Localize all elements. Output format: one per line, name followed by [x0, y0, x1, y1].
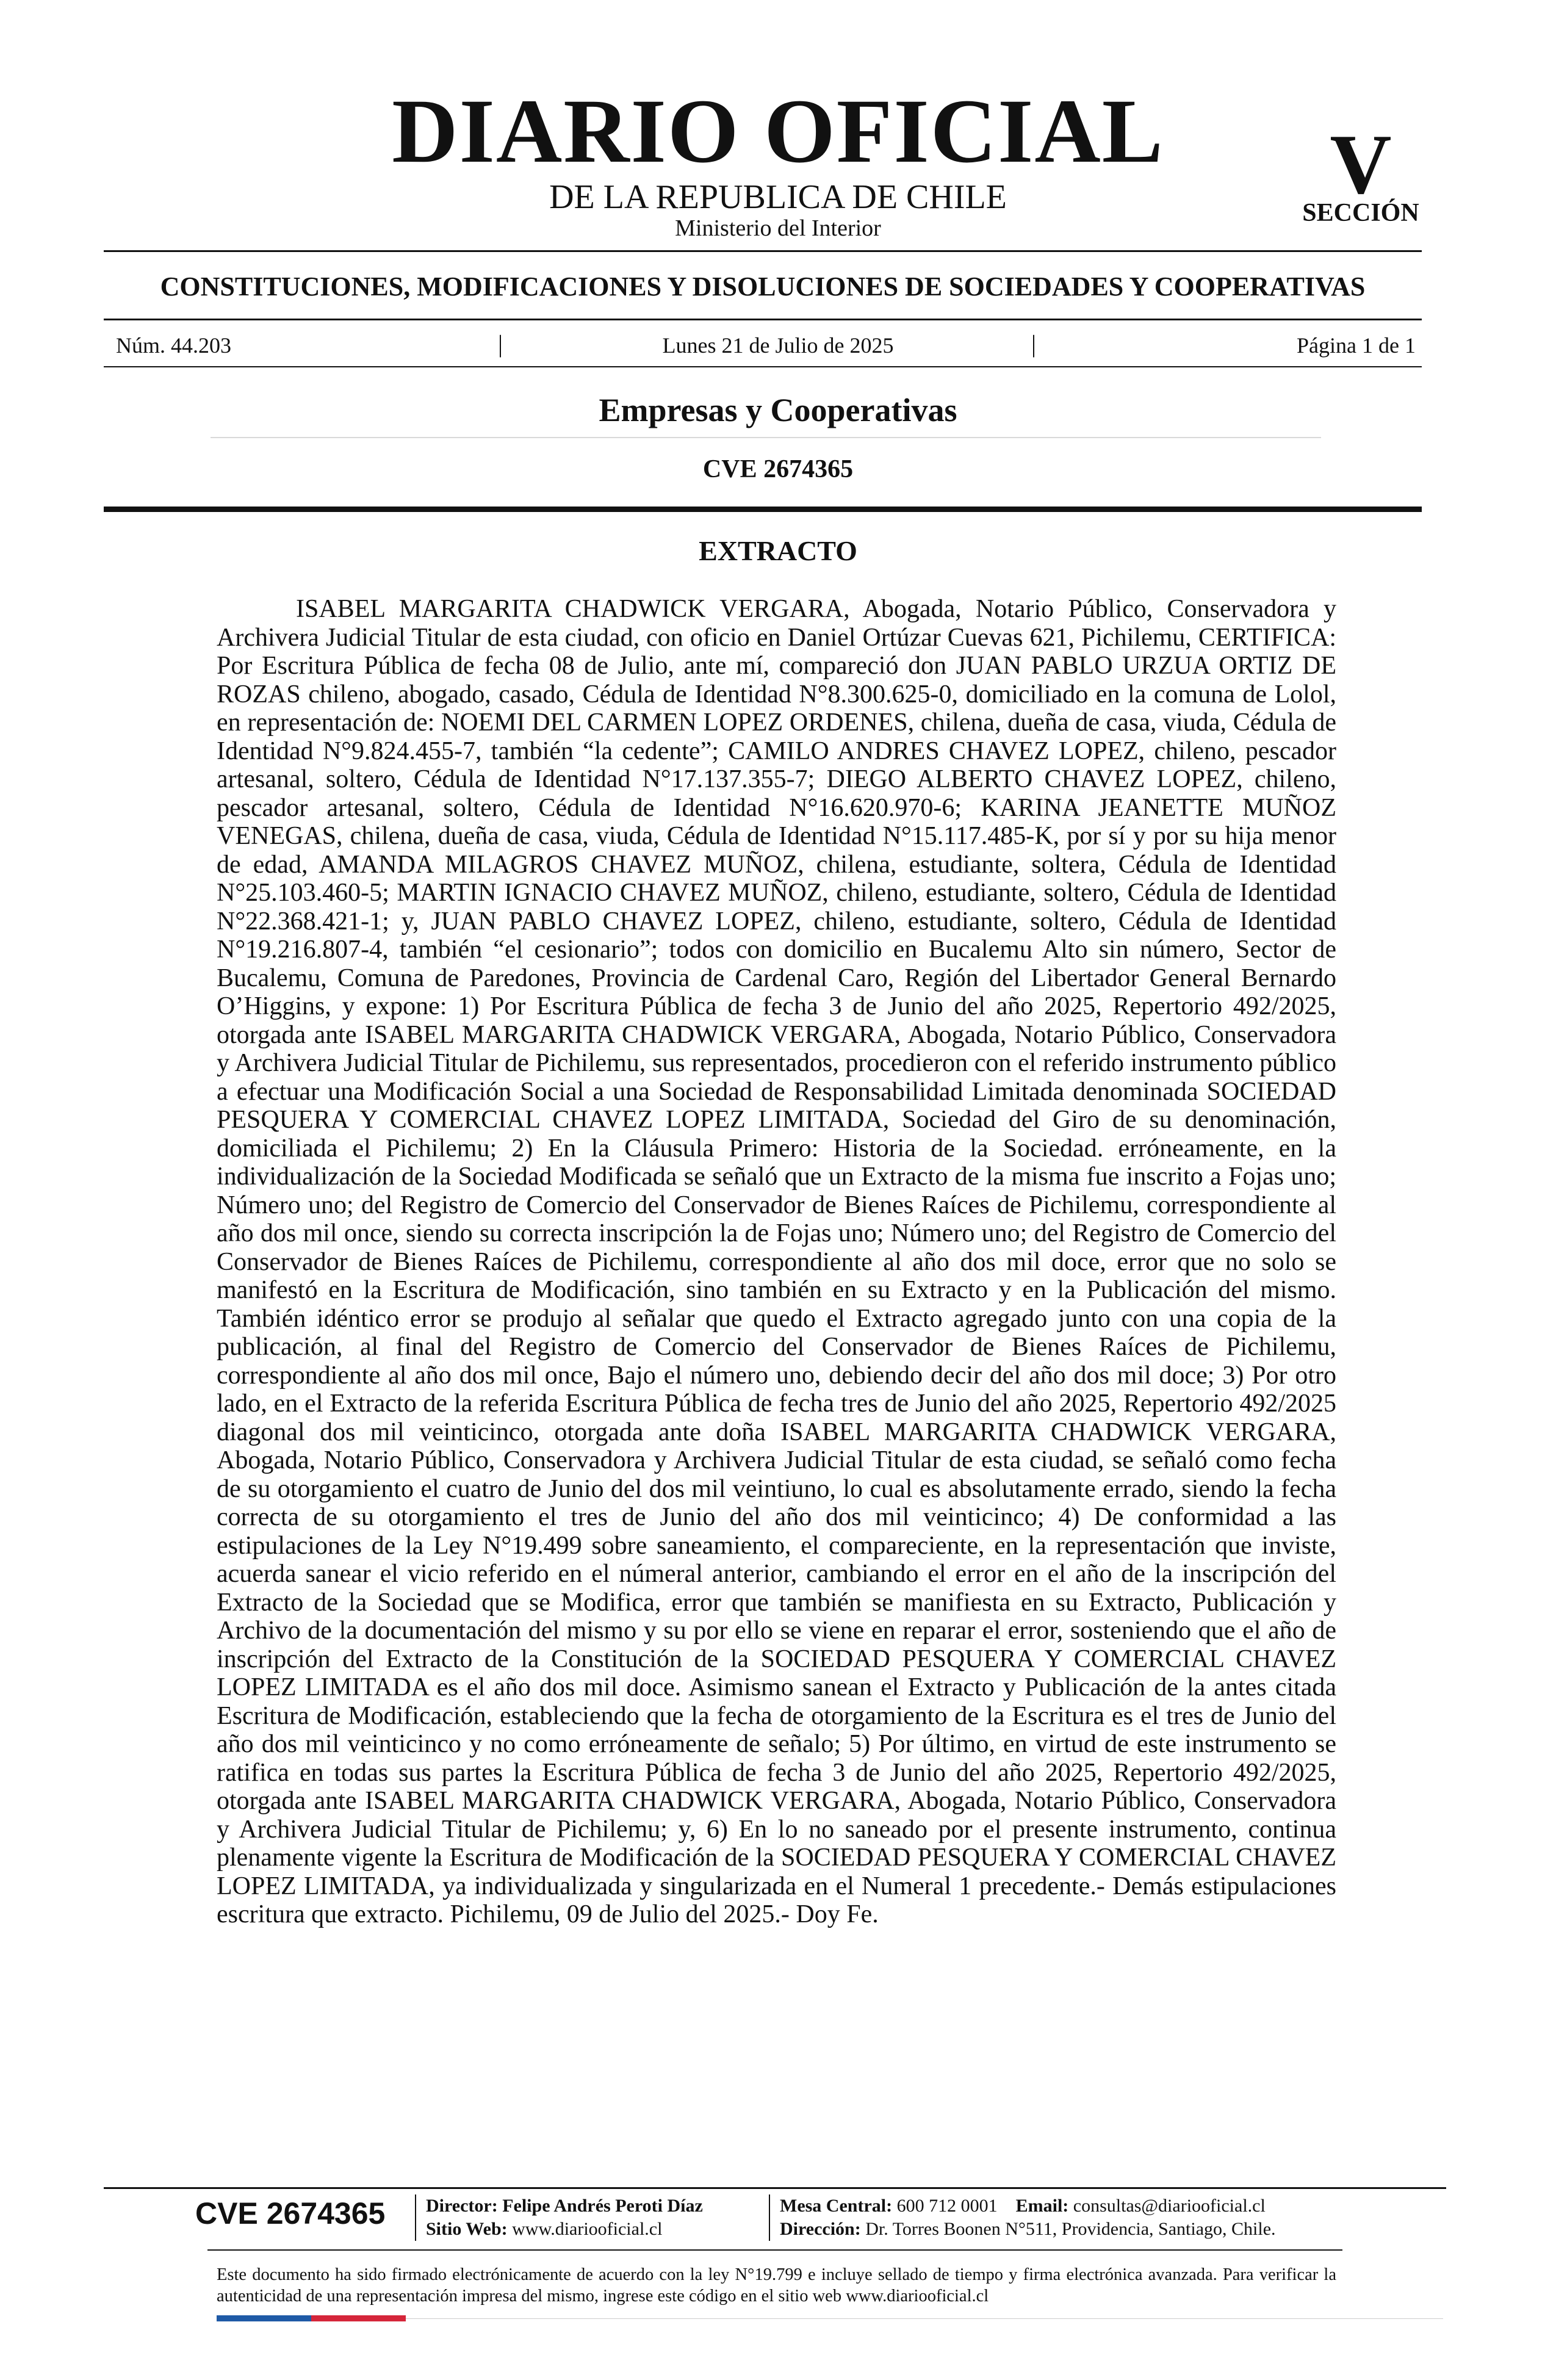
email-label: Email:	[1015, 2196, 1069, 2216]
section-number: V	[1330, 117, 1392, 212]
flag-stripe-red	[311, 2315, 406, 2321]
newspaper-title: DIARIO OFICIAL	[392, 81, 1164, 182]
phone-label: Mesa Central:	[780, 2196, 893, 2216]
cve-code: CVE 2674365	[702, 455, 854, 483]
site-link[interactable]: www.diariooficial.cl	[512, 2219, 663, 2239]
page-indicator: Página 1 de 1	[1297, 333, 1416, 358]
flag-stripe-blue	[217, 2315, 311, 2321]
meta-separator: |	[1031, 330, 1037, 358]
footer-column-divider	[769, 2194, 770, 2241]
document-heading: EXTRACTO	[699, 535, 857, 566]
issue-number: Núm. 44.203	[116, 333, 231, 358]
meta-separator: |	[498, 330, 503, 358]
category-underline	[211, 437, 1321, 438]
address-value: Dr. Torres Boonen N°511, Providencia, Santiago, Chile.	[865, 2219, 1276, 2239]
issue-date: Lunes 21 de Julio de 2025	[662, 333, 894, 358]
phone-value: 600 712 0001	[896, 2196, 998, 2216]
address-label: Dirección:	[780, 2219, 861, 2239]
site-label: Sitio Web:	[426, 2219, 508, 2239]
director-label: Director:	[426, 2196, 498, 2216]
footer-divider-secondary	[207, 2249, 1342, 2251]
content-divider	[104, 507, 1422, 512]
footer-divider	[104, 2187, 1446, 2189]
footer-cve-code: CVE 2674365	[195, 2196, 386, 2230]
section-title: CONSTITUCIONES, MODIFICACIONES Y DISOLUCIONES DE SOCIEDADES Y COOPERATIVAS	[160, 272, 1366, 301]
email-link[interactable]: consultas@diariooficial.cl	[1073, 2196, 1266, 2216]
newspaper-subtitle: DE LA REPUBLICA DE CHILE	[549, 178, 1007, 216]
category-title: Empresas y Cooperativas	[599, 392, 957, 428]
section-label: SECCIÓN	[1302, 199, 1419, 227]
footer-contact-block	[780, 2194, 1276, 2241]
header-divider-top	[104, 250, 1422, 252]
document-body: ISABEL MARGARITA CHADWICK VERGARA, Abogada, Notario Público, Conservadora y Archivera Judicial Titular de esta ciudad, con oficio en Daniel Ortúzar Cuevas 621, Pichilemu, CERTIFICA: Por Escritura Pública de fecha 08 de Julio, ante mí, compareció don JUAN PABLO URZUA ORTIZ DE ROZAS chileno, abogado, casado, Cédula de Identidad N°8.300.625-0, domiciliado en la comuna de Lolol, en representación de: NOEMI DEL CARMEN LOPEZ ORDENES, chilena, dueña de casa, viuda, Cédula de Identidad N°9.824.455-7, también “la cedente”; CAMILO ANDRES CHAVEZ LOPEZ, chileno, pescador artesanal, soltero, Cédula de Identidad N°17.137.355-7; DIEGO ALBERTO CHAVEZ LOPEZ, chileno, pescador artesanal, soltero, Cédula de Identidad N°16.620.970-6; KARINA JEANETTE MUÑOZ VENEGAS, chilena, dueña de casa, viuda, Cédula de Identidad N°15.117.485-K, por sí y por su hija menor de edad, AMANDA MILAGROS CHAVEZ MUÑOZ, chilena, estudiante, soltera, Cédula de Identidad N°25.103.460-5; MARTIN IGNACIO CHAVEZ MUÑOZ, chileno, estudiante, soltero, Cédula de Identidad N°22.368.421-1; y, JUAN PABLO CHAVEZ LOPEZ, chileno, estudiante, soltero, Cédula de Identidad N°19.216.807-4, también “el cesionario”; todos con domicilio en Bucalemu Alto sin número, Sector de Bucalemu, Comuna de Paredones, Provincia de Cardenal Caro, Región del Libertador General Bernardo O’Higgins, y expone: 1) Por Escritura Pública de fecha 3 de Junio del año 2025, Repertorio 492/2025, otorgada ante ISABEL MARGARITA CHADWICK VERGARA, Abogada, Notario Público, Conservadora y Archivera Judicial Titular de Pichilemu, sus representados, procedieron con el referido instrumento público a efectuar una Modificación Social a una Sociedad de Responsabilidad Limitada denominada SOCIEDAD PESQUERA Y COMERCIAL CHAVEZ LOPEZ LIMITADA, Sociedad del Giro de su denominación, domiciliada el Pichilemu; 2) En la Cláusula Primero: Historia de la Sociedad. erróneamente, en la individualización de la Sociedad Modificada se señaló que un Extracto de la misma fue inscrito a Fojas uno; Número uno; del Registro de Comercio del Conservador de Bienes Raíces de Pichilemu, correspondiente al año dos mil once, siendo su correcta inscripción la de Fojas uno; Número uno; del Registro de Comercio del Conservador de Bienes Raíces de Pichilemu, correspondiente al año dos mil doce, error que no solo se manifestó en la Escritura de Modificación, sino también en su Extracto y en la Publicación del mismo. También idéntico error se produjo al señalar que quedo el Extracto agregado junto con una copia de la publicación, al final del Registro de Comercio del Conservador de Bienes Raíces de Pichilemu, correspondiente al año dos mil once, Bajo el número uno, debiendo decir del año dos mil doce; 3) Por otro lado, en el Extracto de la referida Escritura Pública de fecha tres de Junio del año 2025, Repertorio 492/2025 diagonal dos mil veinticinco, otorgada ante doña ISABEL MARGARITA CHADWICK VERGARA, Abogada, Notario Público, Conservadora y Archivera Judicial Titular de esta ciudad, se señaló como fecha de su otorgamiento el cuatro de Junio del dos mil veintiuno, lo cual es absolutamente errado, siendo la fecha correcta de su otorgamiento el tres de Junio del año dos mil veinticinco; 4) De conformidad a las estipulaciones de la Ley N°19.499 sobre saneamiento, el compareciente, en la representación que inviste, acuerda sanear el vicio referido en el númeral anterior, cambiando el error en el año de la inscripción del Extracto de la Sociedad que se Modifica, error que también se manifiesta en su Extracto, Publicación y Archivo de la documentación del mismo y su por ello se viene en reparar el error, sosteniendo que el año de inscripción del Extracto de la Constitución de la SOCIEDAD PESQUERA Y COMERCIAL CHAVEZ LOPEZ LIMITADA es el año dos mil doce. Asimismo sanean el Extracto y Publicación de la antes citada Escritura de Modificación, estableciendo que la fecha de otorgamiento de la Escritura es el tres de Junio del año dos mil veinticinco y no como erróneamente de señalo; 5) Por último, en virtud de este instrumento se ratifica en todas sus partes la Escritura Pública de fecha 3 de Junio del año 2025, Repertorio 492/2025, otorgada ante ISABEL MARGARITA CHADWICK VERGARA, Abogada, Notario Público, Conservadora y Archivera Judicial Titular de Pichilemu; y, 6) En lo no saneado por el presente instrumento, continua plenamente vigente la Escritura de Modificación de la SOCIEDAD PESQUERA Y COMERCIAL CHAVEZ LOPEZ LIMITADA, ya individualizada y singularizada en el Numeral 1 precedente.- Demás estipulaciones escritura que extracto. Pichilemu, 09 de Julio del 2025.- Doy Fe.	[217, 595, 1336, 1928]
meta-divider-bottom	[104, 366, 1422, 367]
director-name: Felipe Andrés Peroti Díaz	[502, 2196, 703, 2216]
footer-column-divider	[415, 2194, 416, 2241]
legal-notice: Este documento ha sido firmado electrónicamente de acuerdo con la ley N°19.799 e incluye sellado de tiempo y firma electrónica avanzada. Para verificar la autenticidad de una representación impresa del mismo, ingrese este código en el sitio web www.diariooficial.cl	[217, 2265, 1336, 2306]
ministry-label: Ministerio del Interior	[675, 215, 881, 241]
meta-divider-top	[104, 319, 1422, 320]
footer-director-block	[426, 2194, 703, 2241]
flag-stripe-line	[406, 2318, 1443, 2319]
